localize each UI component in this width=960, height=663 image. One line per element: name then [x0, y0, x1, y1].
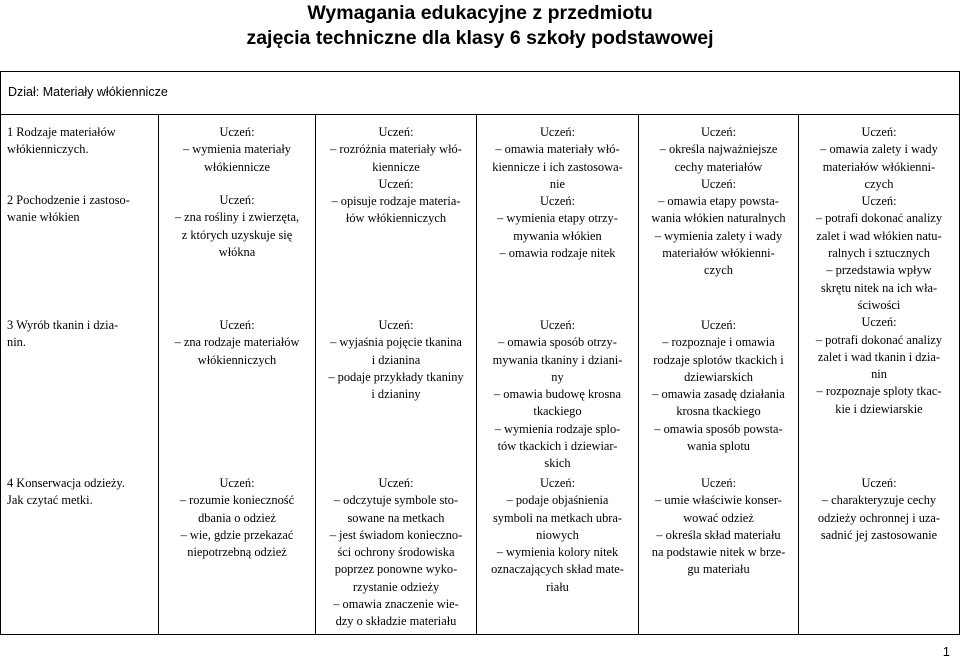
requirement-cell: [479, 124, 636, 262]
requirement-line: materiałów włókienni-: [822, 159, 936, 174]
requirement-line: – wie, gdzie przekazać: [180, 527, 294, 542]
requirement-line: – omawia etapy powsta-: [658, 194, 779, 209]
topic-cell: [7, 192, 157, 227]
student-label: Uczeń:: [378, 476, 414, 490]
requirement-line: kie i dziewiarskie: [835, 401, 923, 416]
student-label: Uczeń:: [378, 318, 414, 332]
student-label: Uczeń:: [219, 476, 255, 490]
student-label: Uczeń:: [861, 125, 897, 139]
requirement-line: – wymienia zalety i wady: [654, 228, 783, 243]
requirement-line: – rozróżnia materiały włó-: [330, 142, 462, 157]
requirement-line: i dzianiny: [371, 387, 421, 402]
requirement-line: skrętu nitek na ich wła-: [820, 280, 938, 295]
requirement-line: – potrafi dokonać analizy: [815, 211, 943, 226]
student-label: Uczeń:: [539, 318, 576, 332]
requirement-cell: [801, 124, 957, 418]
requirement-line: – omawia znaczenie wie-: [333, 597, 459, 612]
requirement-line: – zna rośliny i zwierzęta,: [174, 210, 300, 225]
requirement-line: tów tkackich i dziewiar-: [497, 439, 618, 454]
student-label: Uczeń:: [861, 315, 897, 330]
requirement-cell: [318, 475, 474, 631]
requirement-line: – rozumie konieczność: [179, 493, 295, 508]
dzial-row-bottom-border: [0, 114, 960, 115]
requirement-line: – omawia materiały włó-: [495, 142, 620, 157]
student-label: Uczeń:: [219, 318, 255, 332]
requirement-line: czych: [704, 263, 733, 278]
requirement-line: ralnych i sztucznych: [828, 246, 930, 261]
student-label: Uczeń:: [700, 318, 737, 332]
requirement-line: wania splotu: [687, 439, 750, 454]
requirement-line: łów włókienniczych: [345, 211, 447, 226]
requirement-line: rzystanie odzieży: [352, 579, 440, 594]
column-divider: [638, 114, 639, 634]
student-label: Uczeń:: [219, 125, 255, 139]
student-label: Uczeń:: [700, 476, 737, 490]
section-heading: Dział: Materiały włókiennicze: [8, 85, 168, 99]
requirement-line: symboli na metkach ubra-: [492, 510, 623, 525]
student-label: Uczeń:: [378, 125, 414, 139]
requirement-line: – podaje przykłady tkaniny: [328, 369, 464, 384]
document-title-line1: Wymagania edukacyjne z przedmiotu: [307, 2, 653, 24]
requirement-line: krosna tkackiego: [676, 404, 761, 419]
topic-cell: [7, 475, 157, 510]
requirement-line: czych: [864, 176, 894, 191]
requirement-line: kiennicze i ich zastosowa-: [492, 159, 623, 174]
topic-line: wanie włókien: [7, 210, 80, 225]
requirement-line: dbania o odzież: [198, 510, 276, 525]
requirement-line: – umie właściwie konser-: [655, 493, 782, 508]
requirement-line: ny: [551, 369, 564, 384]
topic-line: 4 Konserwacja odzieży.: [7, 476, 125, 490]
requirement-line: – zna rodzaje materiałów: [174, 335, 300, 350]
requirement-line: – omawia sposób otrzy-: [498, 335, 617, 350]
requirement-line: mywania włókien: [513, 228, 602, 243]
student-label: Uczeń:: [861, 194, 897, 209]
student-label: Uczeń:: [700, 125, 737, 139]
requirement-line: – wymienia materiały: [182, 142, 292, 157]
requirement-cell: [641, 317, 796, 455]
requirement-line: wować odzież: [683, 510, 754, 525]
requirement-line: wania włókien naturalnych: [651, 211, 786, 226]
topic-line: nin.: [7, 335, 26, 350]
requirement-line: sadnić jej zastosowanie: [820, 527, 938, 542]
topic-line: Jak czytać metki.: [7, 493, 93, 508]
requirement-cell: [318, 124, 474, 228]
requirement-line: – przedstawia wpływ: [826, 263, 932, 278]
requirement-line: mywania tkaniny i dziani-: [492, 352, 623, 367]
requirement-cell: [479, 317, 636, 473]
table-bottom-border: [0, 634, 960, 635]
requirement-line: – charakteryzuje cechy: [821, 493, 937, 508]
requirement-line: włókna: [218, 244, 256, 259]
requirement-cell: [801, 475, 957, 544]
requirement-line: nin: [871, 367, 887, 382]
requirement-cell: [161, 192, 313, 261]
requirement-line: – omawia budowę krosna: [494, 387, 621, 402]
requirement-line: zalet i wad tkanin i dzia-: [817, 349, 941, 364]
requirement-line: ściwości: [857, 297, 901, 312]
requirement-line: – określa najważniejsze: [659, 142, 778, 157]
requirement-cell: [161, 475, 313, 561]
requirement-line: – określa skład materiału: [656, 527, 781, 542]
requirement-line: – wymienia rodzaje splo-: [494, 421, 621, 436]
requirement-cell: [318, 317, 474, 403]
requirement-line: zalet i wad włókien natu-: [816, 228, 942, 243]
requirement-line: – wymienia kolory nitek: [496, 545, 619, 560]
requirement-line: włókienniczych: [197, 352, 277, 367]
requirement-cell: [161, 317, 313, 369]
requirement-line: – wyjaśnia pojęcie tkanina: [330, 335, 462, 350]
requirement-line: odzieży ochronnej i uza-: [817, 510, 941, 525]
requirement-cell: [161, 124, 313, 176]
student-label: Uczeń:: [539, 125, 576, 139]
column-divider: [158, 114, 159, 634]
requirement-line: riału: [546, 579, 569, 594]
requirement-line: dziewiarskich: [684, 369, 753, 384]
requirement-line: – omawia rodzaje nitek: [499, 246, 616, 261]
table-top-border: [0, 71, 960, 72]
requirement-line: skich: [544, 456, 571, 471]
topic-cell: [7, 124, 157, 159]
requirement-line: na podstawie nitek w brze-: [651, 545, 786, 560]
requirement-line: – omawia zasadę działania: [652, 387, 785, 402]
student-label: Uczeń:: [539, 476, 576, 490]
requirement-line: – omawia zalety i wady: [820, 142, 938, 157]
requirement-cell: [641, 475, 796, 579]
requirement-line: poprzez ponowne wyko-: [334, 562, 458, 577]
requirement-line: materiałów włókienni-: [662, 246, 775, 261]
requirement-line: – jest świadom konieczno-: [329, 527, 463, 542]
requirement-line: – odczytuje symbole sto-: [333, 493, 459, 508]
requirement-line: z których uzyskuje się: [181, 227, 293, 242]
student-label: Uczeń:: [219, 193, 255, 207]
topic-line: 2 Pochodzenie i zastoso-: [7, 193, 130, 207]
requirement-line: – omawia sposób powsta-: [654, 421, 783, 436]
requirement-line: – rozpoznaje sploty tkac-: [816, 384, 942, 399]
requirement-line: – wymienia etapy otrzy-: [497, 211, 618, 226]
requirement-line: cechy materiałów: [674, 159, 763, 174]
requirement-cell: [641, 124, 796, 280]
requirement-line: – potrafi dokonać analizy: [815, 332, 943, 347]
column-divider: [315, 114, 316, 634]
requirement-line: dzy o składzie materiału: [335, 614, 457, 629]
requirement-line: i dzianina: [371, 352, 421, 367]
requirement-line: niowych: [536, 527, 579, 542]
student-label: Uczeń:: [861, 476, 897, 490]
column-divider: [476, 114, 477, 634]
requirement-line: włókiennicze: [203, 159, 271, 174]
column-divider: [798, 114, 799, 634]
topic-cell: [7, 317, 157, 352]
requirement-line: sowane na metkach: [347, 510, 445, 525]
topic-line: 3 Wyrób tkanin i dzia-: [7, 318, 119, 332]
requirement-line: – opisuje rodzaje materia-: [331, 194, 461, 209]
student-label: Uczeń:: [378, 176, 414, 191]
table-left-border: [0, 71, 1, 635]
page-number: 1: [942, 644, 950, 659]
requirement-line: – rozpoznaje i omawia: [662, 335, 775, 350]
student-label: Uczeń:: [700, 176, 737, 191]
requirement-line: tkackiego: [533, 404, 582, 419]
requirement-cell: [479, 475, 636, 596]
requirement-line: ści ochrony środowiska: [337, 545, 455, 560]
requirement-line: nie: [549, 176, 566, 191]
topic-line: 1 Rodzaje materiałów: [7, 125, 116, 139]
requirement-line: oznaczających skład mate-: [491, 562, 624, 577]
requirement-line: rodzaje splotów tkackich i: [653, 352, 784, 367]
topic-line: włókienniczych.: [7, 142, 89, 157]
requirement-line: kiennicze: [372, 159, 420, 174]
requirement-line: gu materiału: [687, 562, 750, 577]
requirement-line: – podaje objaśnienia: [506, 493, 609, 508]
document-title-line2: zajęcia techniczne dla klasy 6 szkoły podstawowej: [246, 27, 714, 49]
requirement-line: niepotrzebną odzież: [187, 545, 287, 560]
student-label: Uczeń:: [539, 194, 576, 209]
